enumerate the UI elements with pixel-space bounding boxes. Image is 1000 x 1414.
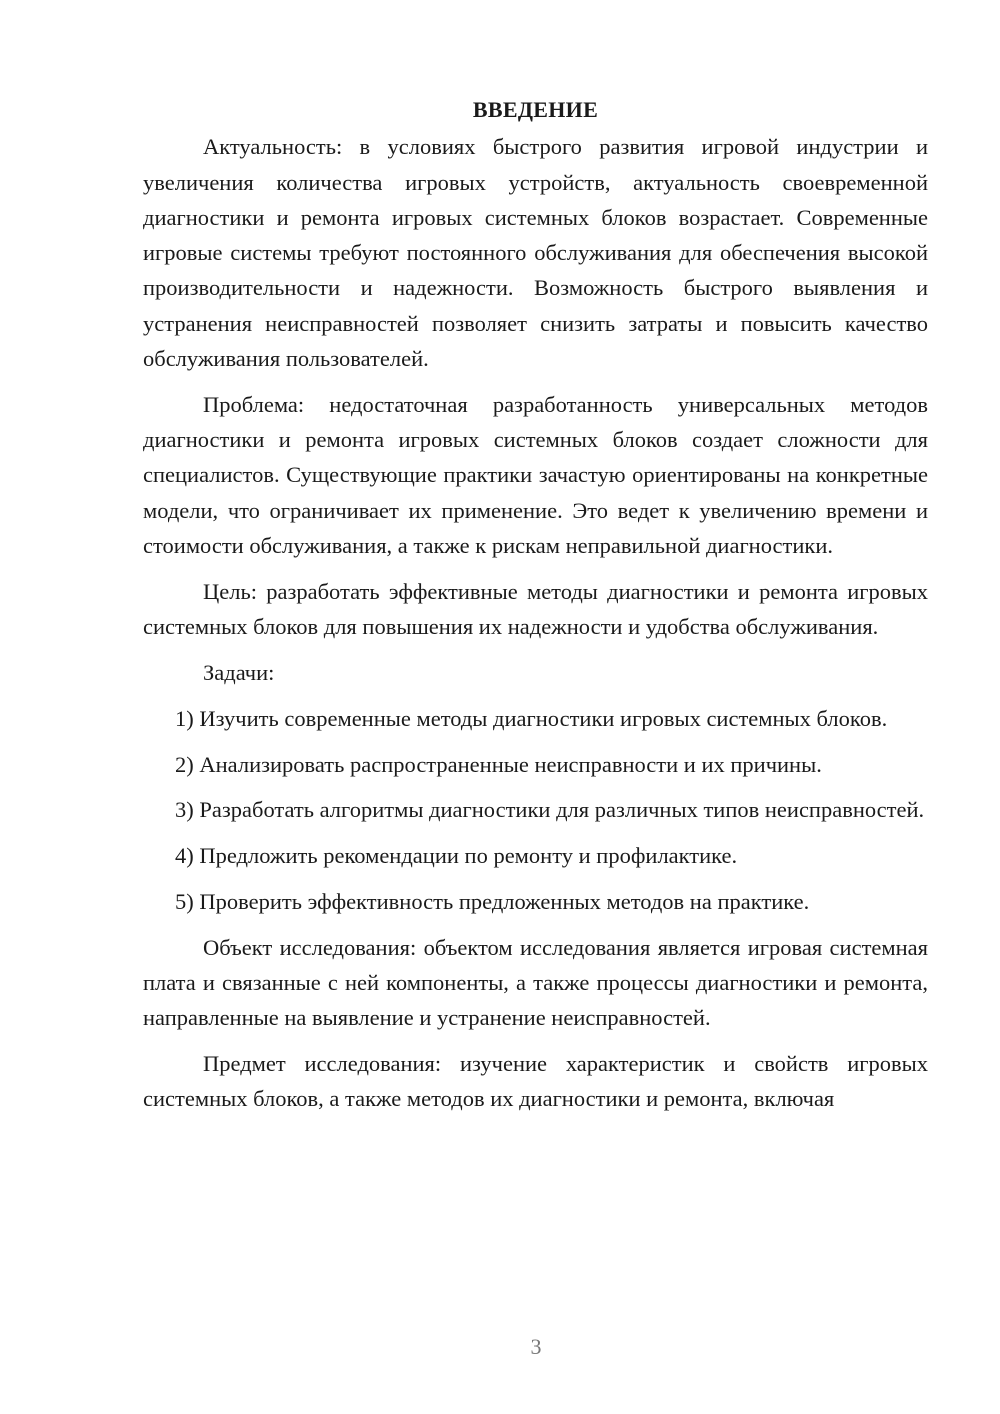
paragraph-problem: Проблема: недостаточная разработанность универсальных методов диагностики и ремонта игровых системных блоков создает сложности для специалистов. Существующие практики зачастую ориентированы на конкретные модели, что ограничивает их применение. Это ведет к увеличению времени и стоимости обслуживания, а также к рискам неправильной диагностики. xyxy=(143,391,928,559)
paragraph-goal: Цель: разработать эффективные методы диагностики и ремонта игровых системных блоков для повышения их надежности и удобства обслуживания. xyxy=(143,578,928,640)
page-number: 3 xyxy=(530,1334,542,1359)
page-content xyxy=(143,92,928,1127)
paragraph-subject: Предмет исследования: изучение характеристик и свойств игровых системных блоков, а также методов их диагностики и ремонта, включая xyxy=(143,1051,928,1112)
paragraph-object: Объект исследования: объектом исследования является игровая системная плата и связанные с ней компоненты, а также процессы диагностики и ремонта, направленные на выявление и устранение неисправностей. xyxy=(143,934,928,1031)
paragraph-relevance: Актуальность: в условиях быстрого развития игровой индустрии и увеличения количества игровых устройств, актуальность своевременной диагностики и ремонта игровых системных блоков возрастает. Современные игровые системы требуют постоянного обслуживания для обеспечения высокой производительности и надежности. Возможность быстрого выявления и устранения неисправностей позволяет снизить затраты и повысить качество обслуживания пользователей. xyxy=(143,134,928,372)
task-item: 3) Разработать алгоритмы диагностики для различных типов неисправностей. xyxy=(175,797,925,823)
page-title: ВВЕДЕНИЕ xyxy=(472,97,599,122)
task-item: 2) Анализировать распространенные неисправности и их причины. xyxy=(175,751,822,777)
task-item: 5) Проверить эффективность предложенных методов на практике. xyxy=(175,888,810,914)
tasks-label: Задачи: xyxy=(203,659,275,685)
task-item: 4) Предложить рекомендации по ремонту и профилактике. xyxy=(175,843,738,869)
task-item: 1) Изучить современные методы диагностики игровых системных блоков. xyxy=(175,705,888,731)
